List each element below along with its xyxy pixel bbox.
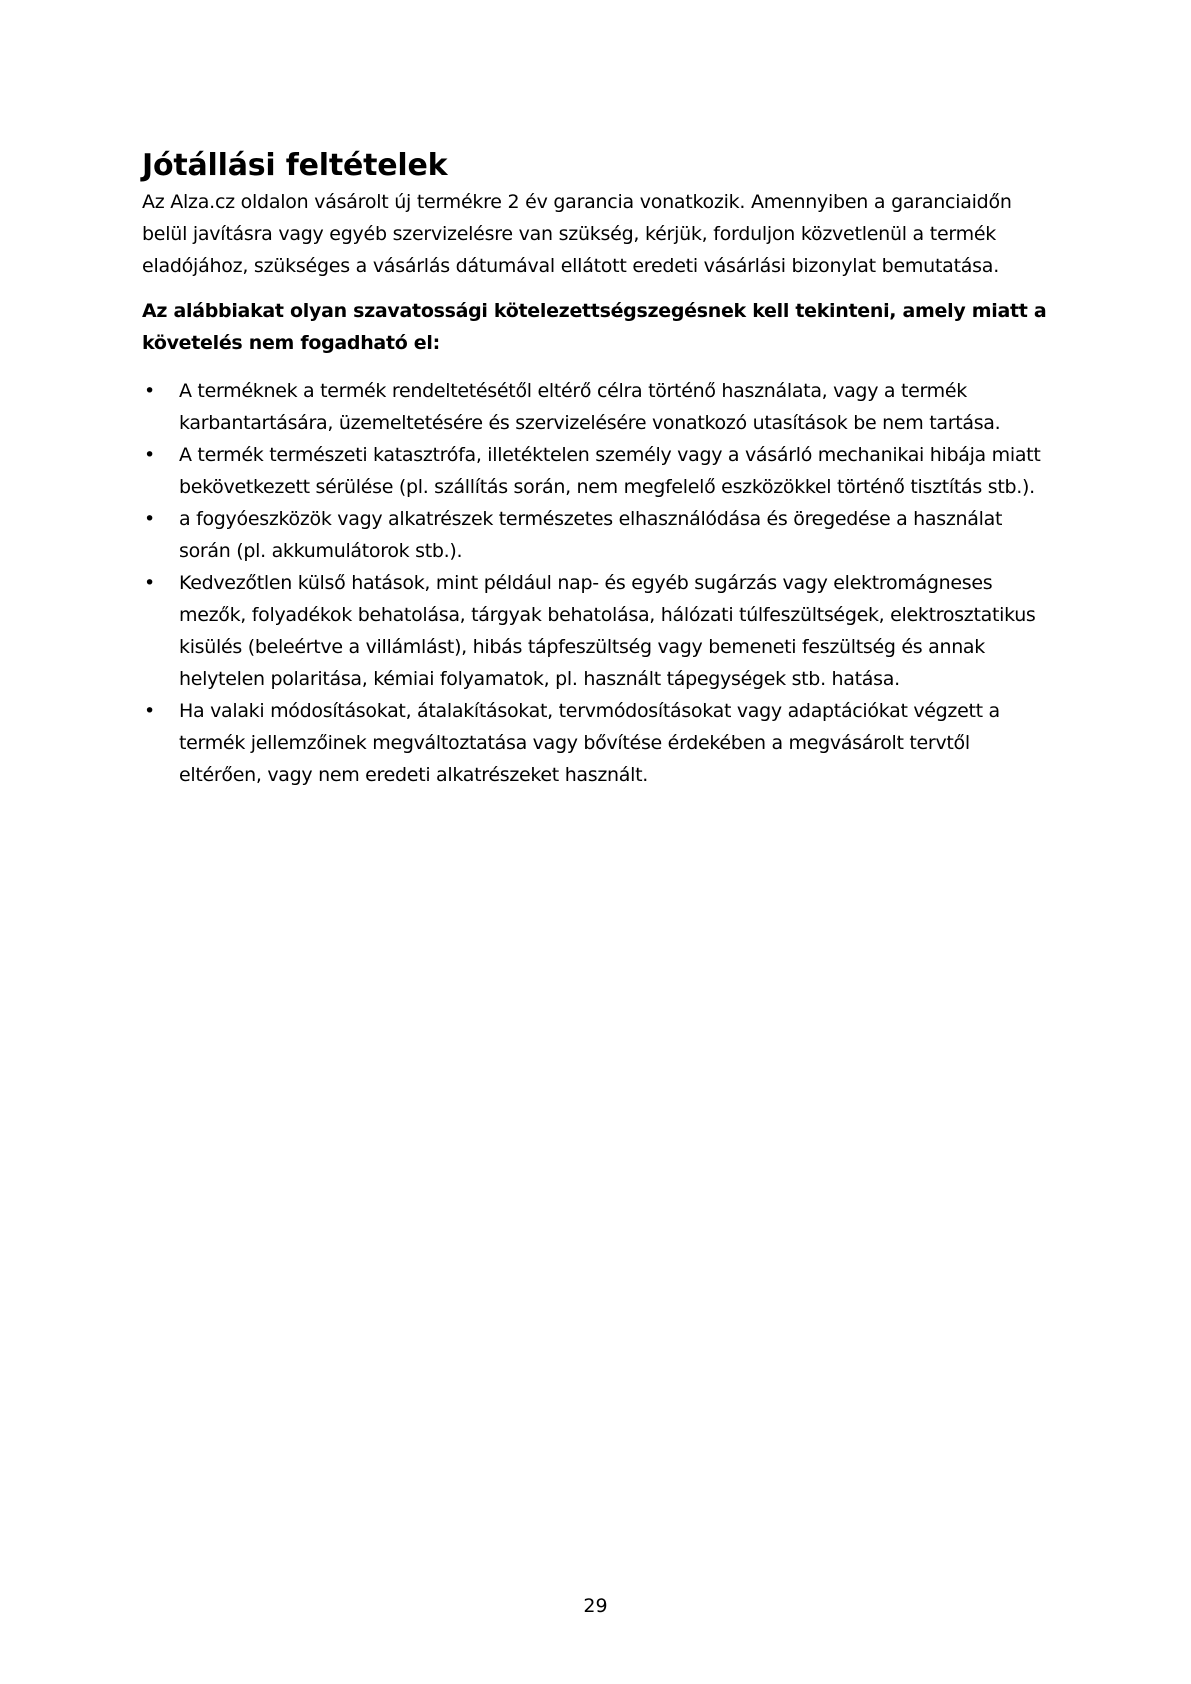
document-page	[142, 146, 1057, 791]
list-item	[142, 567, 1057, 695]
list-item	[142, 439, 1057, 503]
list-item-text: A termék természeti katasztrófa, illetéktelen személy vagy a vásárló mechanikai hibája miatt bekövetkezett sérülése (pl. szállítás során, nem megfelelő eszközökkel történő tisztítás stb.).	[179, 444, 1041, 498]
list-item-text: Ha valaki módosításokat, átalakításokat, tervmódosításokat vagy adaptációkat végzett a termék jellemzőinek megváltoztatása vagy bővítése érdekében a megvásárolt tervtől eltérően, vagy nem eredeti alkatrészeket használt.	[179, 700, 1000, 786]
intro-paragraph: Az Alza.cz oldalon vásárolt új termékre 2 év garancia vonatkozik. Amennyiben a garanciaidőn belül javításra vagy egyéb szervizelésre van szükség, kérjük, forduljon közvetlenül a termék eladójához, szükséges a vásárlás dátumával ellátott eredeti vásárlási bizonylat bemutatása.	[142, 191, 1012, 277]
page-title: Jótállási feltételek	[142, 148, 448, 183]
bullet-icon: •	[144, 572, 155, 594]
list-item-text: a fogyóeszközök vagy alkatrészek természetes elhasználódása és öregedése a használat során (pl. akkumulátorok stb.).	[179, 508, 1003, 562]
list-item	[142, 375, 1057, 439]
exclusion-list	[142, 375, 1057, 791]
bold-lead-paragraph: Az alábbiakat olyan szavatossági kötelezettségszegésnek kell tekinteni, amely miatt a követelés nem fogadható el:	[142, 300, 1047, 354]
page-number: 29	[583, 1595, 608, 1617]
list-item	[142, 503, 1057, 567]
list-item	[142, 695, 1057, 791]
list-item-text: A terméknek a termék rendeltetésétől eltérő célra történő használata, vagy a termék karbantartására, üzemeltetésére és szervizelésére vonatkozó utasítások be nem tartása.	[179, 380, 1001, 434]
bullet-icon: •	[144, 700, 155, 722]
bullet-icon: •	[144, 508, 155, 530]
bullet-icon: •	[144, 380, 155, 402]
bullet-icon: •	[144, 444, 155, 466]
list-item-text: Kedvezőtlen külső hatások, mint például nap- és egyéb sugárzás vagy elektromágneses mezők, folyadékok behatolása, tárgyak behatolása, hálózati túlfeszültségek, elektrosztatikus kisülés (beleértve a villámlást), hibás tápfeszültség vagy bemeneti feszültség és annak helytelen polaritása, kémiai folyamatok, pl. használt tápegységek stb. hatása.	[179, 572, 1036, 690]
